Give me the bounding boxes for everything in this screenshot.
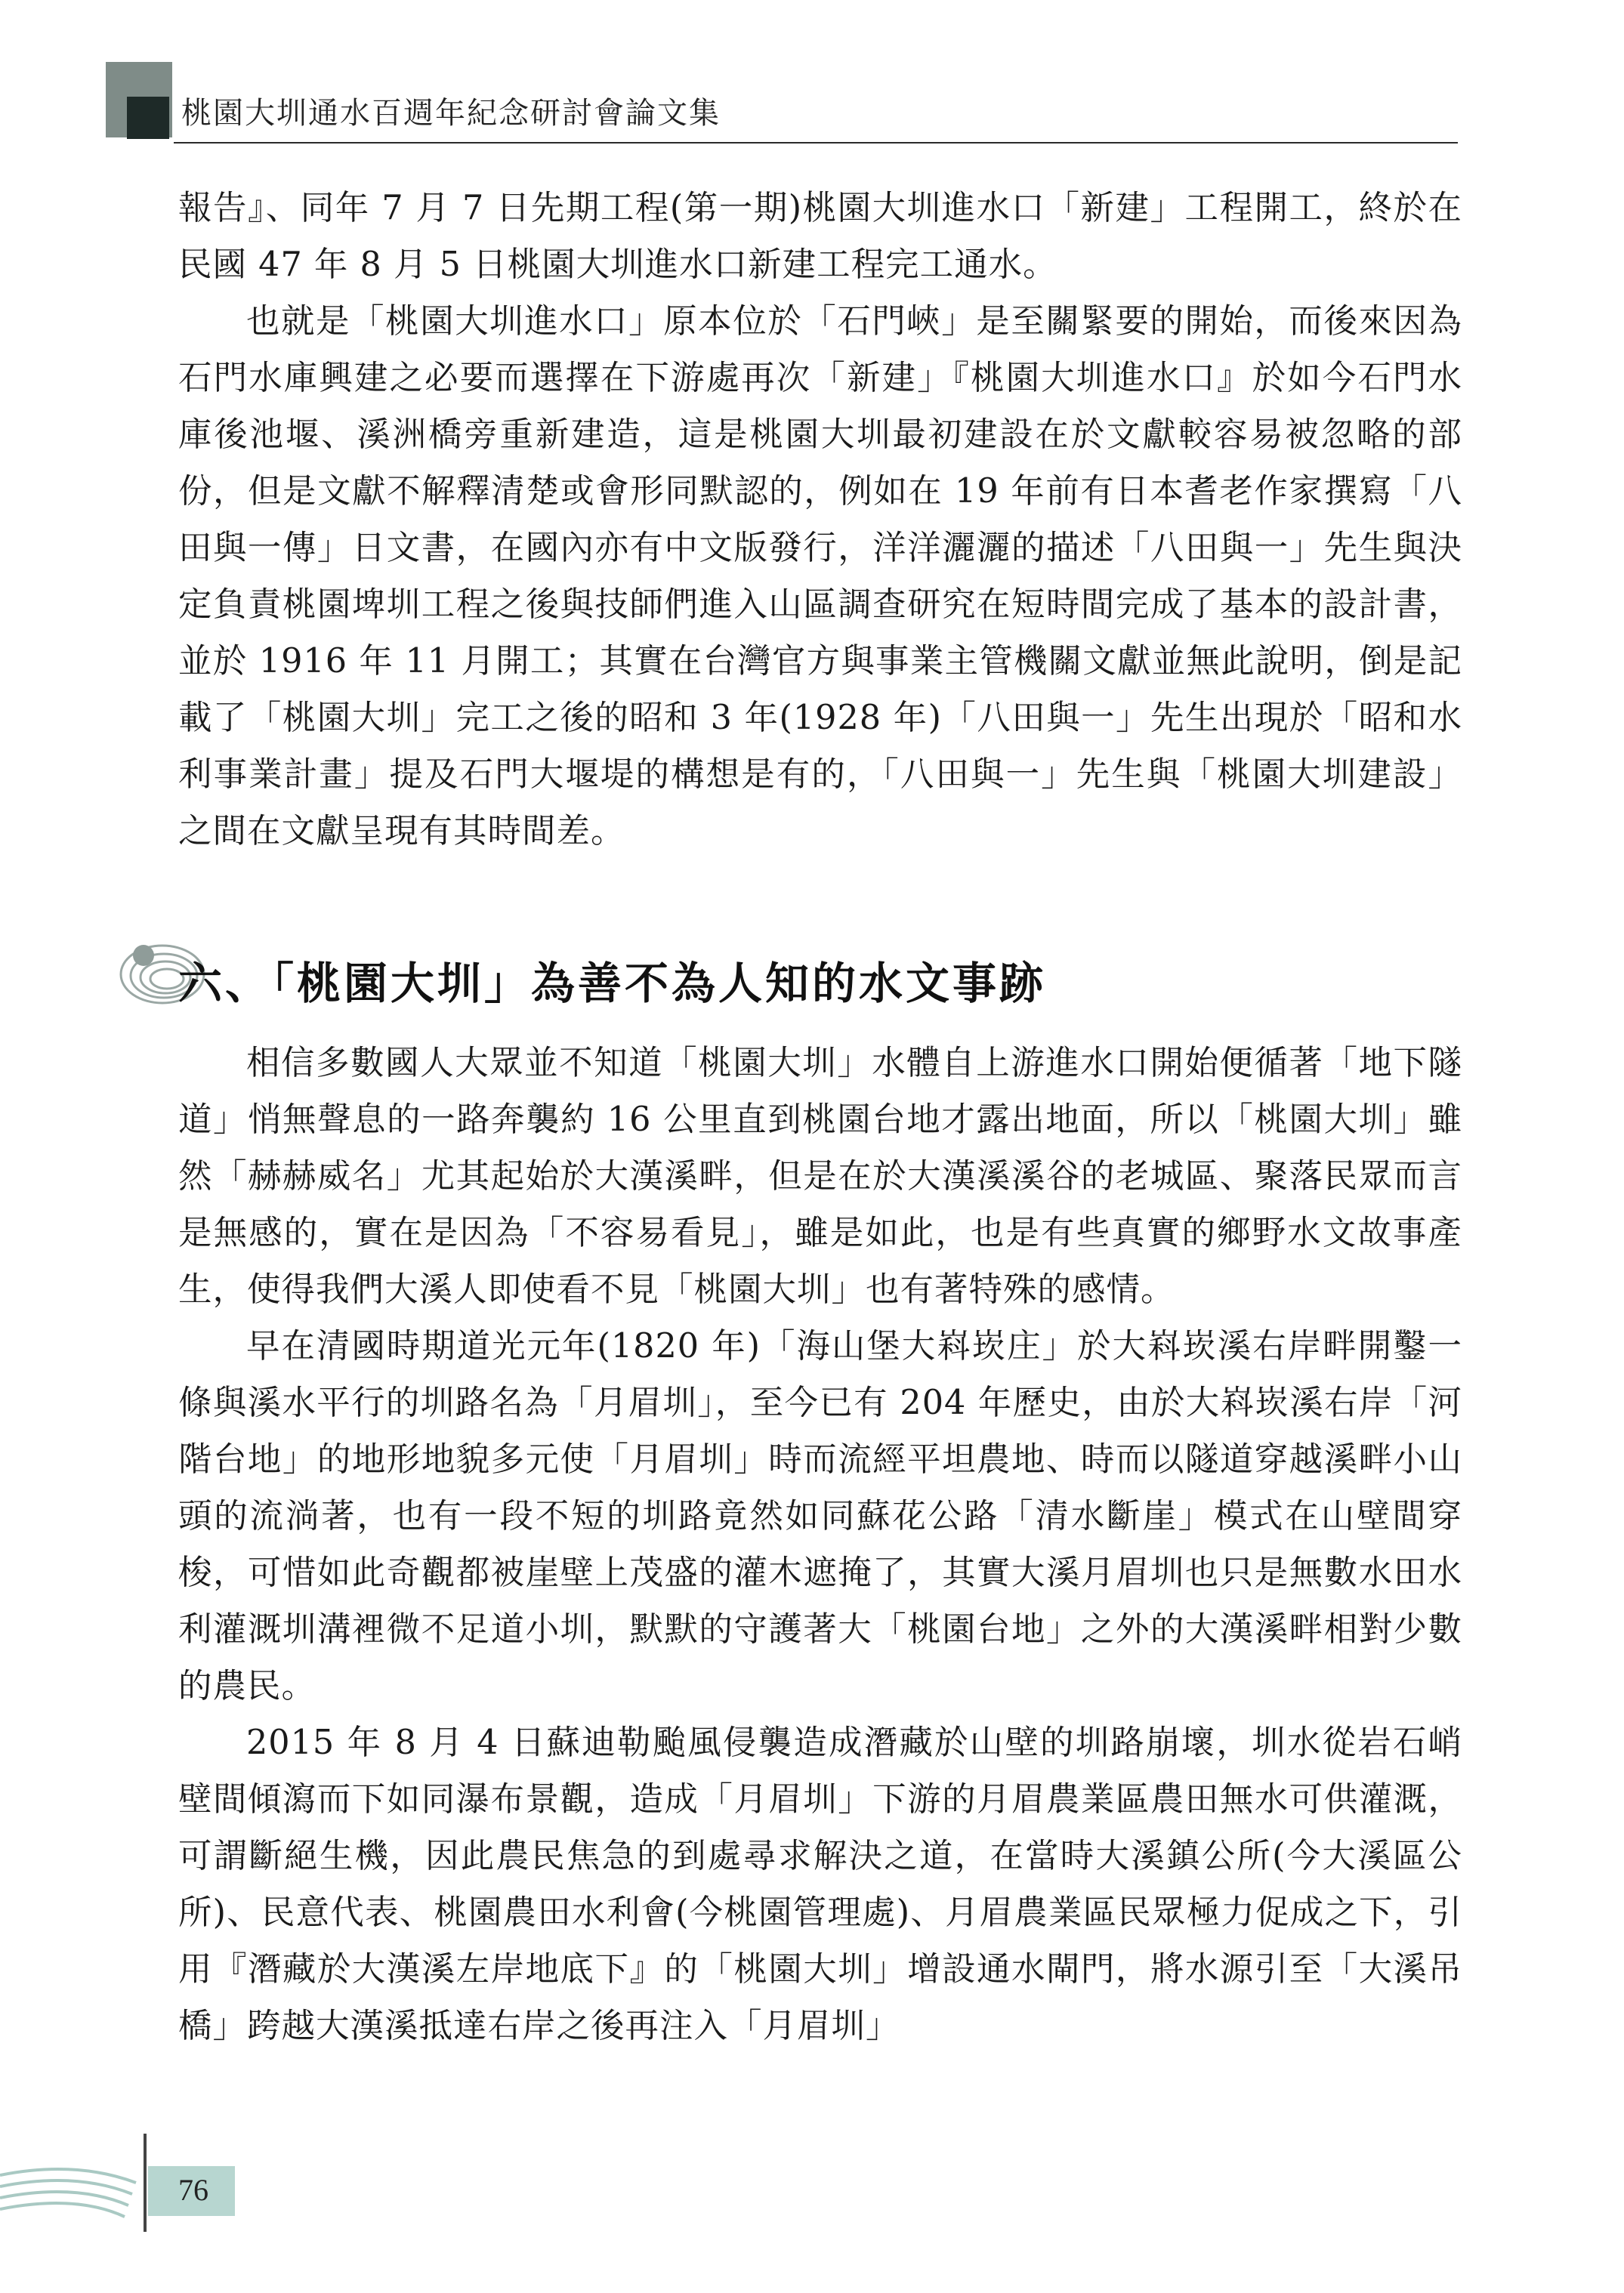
paragraph: 2015 年 8 月 4 日蘇迪勒颱風侵襲造成潛藏於山壁的圳路崩壞，圳水從岩石峭壁間傾瀉而下如同瀑布景觀，造成「月眉圳」下游的月眉農業區農田無水可供灌溉，可謂斷絕生機，因此農民焦急的到處尋求解決之道，在當時大溪鎮公所(今大溪區公所)、民意代表、桃園農田水利會(今桃園管理處)、月眉農業區民眾極力促成之下，引用『潛藏於大漢溪左岸地底下』的「桃園大圳」增設通水閘門，將水源引至「大溪吊橋」跨越大漢溪抵達右岸之後再注入「月眉圳」 xyxy=(178,1724,1462,2045)
footer-swirl-icon xyxy=(0,2153,151,2228)
paragraph: 早在清國時期道光元年(1820 年)「海山堡大嵙崁庄」於大嵙崁溪右岸畔開鑿一條與溪水平行的圳路名為「月眉圳」，至今已有 204 年歷史，由於大嵙崁溪右岸「河階台地」的地形地貌多元使「月眉圳」時而流經平坦農地、時而以隧道穿越溪畔小山頭的流淌著，也有一段不短的圳路竟然如同蘇花公路「清水斷崖」模式在山壁間穿梭，可惜如此奇觀都被崖壁上茂盛的灌木遮掩了，其實大溪月眉圳也只是無數水田水利灌溉圳溝裡微不足道小圳，默默的守護著大「桃園台地」之外的大漢溪畔相對少數的農民。 xyxy=(178,1327,1462,1705)
paragraph: 相信多數國人大眾並不知道「桃園大圳」水體自上游進水口開始便循著「地下隧道」悄無聲息的一路奔襲約 16 公里直到桃園台地才露出地面，所以「桃園大圳」雖然「赫赫威名」尤其起始於大漢溪畔，但是在於大漢溪溪谷的老城區、聚落民眾而言是無感的，實在是因為「不容易看見」，雖是如此，也是有些真實的鄉野水文故事產生，使得我們大溪人即使看不見「桃園大圳」也有著特殊的感情。 xyxy=(178,1044,1462,1309)
body-text-top xyxy=(178,180,1462,859)
paragraph: 也就是「桃園大圳進水口」原本位於「石門峽」是至關緊要的開始，而後來因為石門水庫興建之必要而選擇在下游處再次「新建」『桃園大圳進水口』於如今石門水庫後池堰、溪洲橋旁重新建造，這是桃園大圳最初建設在於文獻較容易被忽略的部份，但是文獻不解釋清楚或會形同默認的，例如在 19 年前有日本耆老作家撰寫「八田與一傳」日文書，在國內亦有中文版發行，洋洋灑灑的描述「八田與一」先生與決定負責桃園埤圳工程之後與技師們進入山區調查研究在短時間完成了基本的設計書，並於 1916 年 11 月開工；其實在台灣官方與事業主管機關文獻並無此說明，倒是記載了「桃園大圳」完工之後的昭和 3 年(1928 年)「八田與一」先生出現於「昭和水利事業計畫」提及石門大堰堤的構想是有的，「八田與一」先生與「桃園大圳建設」之間在文獻呈現有其時間差。 xyxy=(178,302,1462,850)
header-rule xyxy=(174,142,1458,144)
footer-divider xyxy=(144,2134,147,2232)
section-heading: 六、「桃園大圳」為善不為人知的水文事跡 xyxy=(178,958,1047,1009)
running-header-title: 桃園大圳通水百週年紀念研討會論文集 xyxy=(181,96,721,131)
header-ornament-inner-square xyxy=(127,97,169,139)
page-number: 76 xyxy=(178,2173,208,2207)
body-text-bottom xyxy=(178,1035,1462,2054)
paragraph: 報告』、同年 7 月 7 日先期工程(第一期)桃園大圳進水口「新建」工程開工，終於在民國 47 年 8 月 5 日桃園大圳進水口新建工程完工通水。 xyxy=(178,189,1462,284)
